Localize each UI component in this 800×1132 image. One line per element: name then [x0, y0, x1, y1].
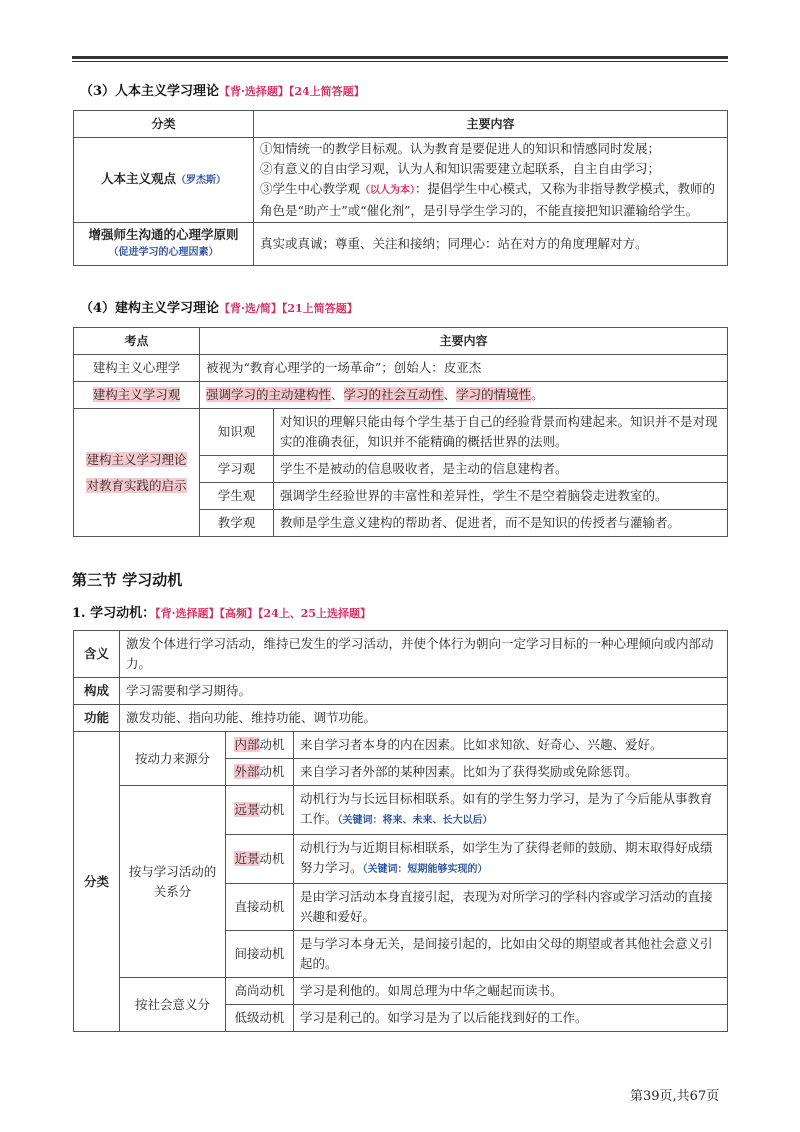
noble-motive-label: 高尚动机	[226, 978, 294, 1005]
distant-hl: 远景	[234, 802, 260, 817]
student-view-label: 学生观	[200, 483, 274, 510]
noble-motive-desc: 学习是利他的。如周总理为中华之崛起而读书。	[294, 978, 728, 1005]
low-motive-desc: 学习是利己的。如学习是为了以后能找到好的工作。	[294, 1005, 728, 1032]
communication-content: 真实或真诚；尊重、关注和接纳；同理心：站在对方的角度理解对方。	[254, 223, 728, 266]
composition-content: 学习需要和学习期待。	[120, 678, 728, 705]
near-motive-label	[226, 835, 294, 884]
near-motive-desc	[294, 835, 728, 884]
learning-view-cell	[74, 382, 200, 409]
humanism-table	[73, 110, 728, 266]
point-3-note: （以人为本）	[360, 185, 416, 196]
point-1: ①知情统一的教学目标观。认为教育是要促进人的知识和情感同时发展；	[260, 141, 661, 156]
by-source-label: 按动力来源分	[120, 732, 226, 786]
meaning-label: 含义	[74, 631, 120, 678]
col-header-content: 主要内容	[254, 111, 728, 138]
direct-motive-label: 直接动机	[226, 884, 294, 931]
point-3-text: ：提倡学生中心模式，又称为非指导教学模式，教师的角色是“助产士”或“催化剂”，是引导学生学习的，不能直接把知识灌输给学生。	[260, 181, 716, 218]
header-rule-thin	[72, 61, 728, 62]
internal-rest: 动机	[259, 737, 285, 752]
motivation-tags: 【背·选择题】【高频】【24上、25上选择题】	[155, 607, 372, 620]
implication-cell	[74, 409, 200, 537]
section4-heading	[80, 297, 358, 316]
distant-motive-desc	[294, 786, 728, 835]
motivation-table	[73, 630, 728, 1032]
learning-view2-label: 学习观	[200, 456, 274, 483]
student-view-content: 强调学生经验世界的丰富性和差异性，学生不是空着脑袋走进教室的。	[274, 483, 728, 510]
section4-title: （4）建构主义学习理论	[80, 301, 220, 316]
distant-motive-label	[226, 786, 294, 835]
function-content: 激发功能、指向功能、维持功能、调节功能。	[120, 705, 728, 732]
chapter-title: 第三节 学习动机	[72, 571, 183, 589]
sep-2: 、	[443, 387, 457, 402]
teaching-view-label: 教学观	[200, 510, 274, 537]
humanism-view-content	[254, 138, 728, 223]
humanism-view-cell	[74, 138, 254, 223]
constructivism-psychology-content: 被视为“教育心理学的一场革命”；创始人：皮亚杰	[200, 355, 728, 382]
constructivism-table	[73, 327, 728, 537]
point-2: ②有意义的自由学习观，认为人和知识需要建立起联系，自主自由学习；	[260, 161, 661, 176]
external-motive-desc: 来自学习者外部的某种因素。比如为了获得奖励或免除惩罚。	[294, 759, 728, 786]
by-relation-label: 按与学习活动的关系分	[120, 786, 226, 978]
social-interaction: 学习的社会互动性	[343, 387, 444, 402]
by-social-label: 按社会意义分	[120, 978, 226, 1032]
humanism-view-sub: （罗杰斯）	[176, 175, 226, 186]
knowledge-view-content: 对知识的理解只能由每个学生基于自己的经验背景而构建起来。知识并不是对现实的准确表征，知识并不能精确的概括世界的法则。	[274, 409, 728, 456]
distant-rest: 动机	[259, 802, 285, 817]
indirect-motive-desc: 是与学习本身无关，是间接引起的，比如由父母的期望或者其他社会意义引起的。	[294, 931, 728, 978]
direct-motive-desc: 是由学习活动本身直接引起，表现为对所学习的学科内容或学习活动的直接兴趣和爱好。	[294, 884, 728, 931]
learning-view-content	[200, 382, 728, 409]
page-number: 第39页,共67页	[630, 1089, 720, 1104]
implication-label-1: 建构主义学习理论	[86, 451, 187, 467]
motivation-heading	[72, 602, 371, 621]
implication-label-2: 对教育实践的启示	[86, 477, 187, 493]
sep-3: 。	[531, 387, 544, 402]
communication-cell	[74, 223, 254, 266]
col-header-main: 主要内容	[200, 328, 728, 355]
section3-heading	[80, 80, 365, 99]
sep-1: 、	[331, 387, 344, 402]
near-desc-text: 动机行为与近期目标相联系，如学生为了获得老师的鼓励、期末取得好成绩努力学习。	[300, 840, 713, 875]
teaching-view-content: 教师是学生意义建构的帮助者、促进者，而不是知识的传授者与灌输者。	[274, 510, 728, 537]
active-construction: 强调学习的主动建构性	[206, 387, 332, 402]
indirect-motive-label: 间接动机	[226, 931, 294, 978]
external-motive-label	[226, 759, 294, 786]
section3-title: （3）人本主义学习理论	[80, 84, 220, 99]
external-hl: 外部	[234, 764, 260, 779]
meaning-content: 激发个体进行学习活动，维持已发生的学习活动，并使个体行为朝向一定学习目标的一种心理倾向或内部动力。	[120, 631, 728, 678]
col-header-point: 考点	[74, 328, 200, 355]
internal-motive-desc: 来自学习者本身的内在因素。比如求知欲、好奇心、兴趣、爱好。	[294, 732, 728, 759]
situatedness: 学习的情境性	[456, 387, 532, 402]
distant-keywords: （关键词：将来、未来、长大以后）	[337, 815, 493, 826]
classification-label: 分类	[74, 732, 120, 1032]
header-rule	[72, 56, 728, 59]
near-hl: 近景	[234, 851, 260, 866]
point-3	[260, 179, 721, 221]
near-keywords: （关键词：短期能够实现的）	[362, 864, 488, 875]
motivation-title: 1. 学习动机：	[72, 606, 156, 621]
near-rest: 动机	[259, 851, 285, 866]
point-3-lead: ③学生中心教学观	[260, 181, 361, 196]
humanism-view-label: 人本主义观点	[100, 171, 176, 186]
communication-label: 增强师生沟通的心理学原则	[88, 227, 239, 242]
function-label: 功能	[74, 705, 120, 732]
col-header-category: 分类	[74, 111, 254, 138]
learning-view2-content: 学生不是被动的信息吸收者，是主动的信息建构者。	[274, 456, 728, 483]
internal-motive-label	[226, 732, 294, 759]
learning-view-label: 建构主义学习观	[92, 387, 181, 402]
low-motive-label: 低级动机	[226, 1005, 294, 1032]
composition-label: 构成	[74, 678, 120, 705]
knowledge-view-label: 知识观	[200, 409, 274, 456]
section3-tags: 【背·选择题】【24上简答题】	[219, 85, 365, 98]
constructivism-psychology-label: 建构主义心理学	[74, 355, 200, 382]
communication-sub: （促进学习的心理因素）	[108, 247, 219, 258]
section4-tags: 【背·选/简】【21上简答题】	[219, 302, 358, 315]
internal-hl: 内部	[234, 737, 260, 752]
distant-desc-text: 动机行为与长远目标相联系。如有的学生努力学习，是为了今后能从事教育工作。	[300, 791, 713, 826]
external-rest: 动机	[259, 764, 285, 779]
